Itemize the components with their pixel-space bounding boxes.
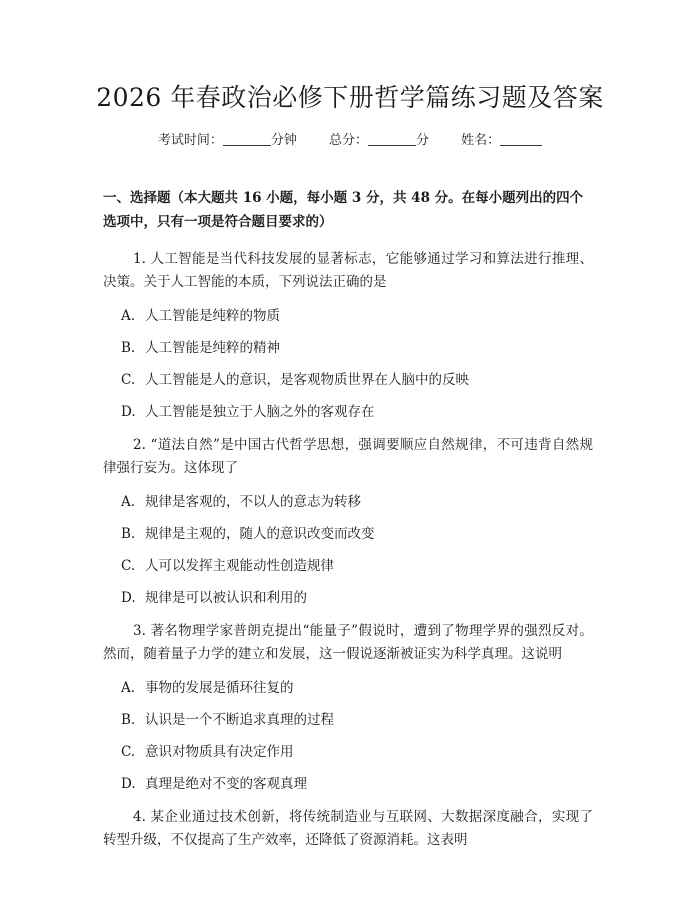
option-text: 人工智能是纯粹的物质 <box>145 308 280 324</box>
total-score-blank <box>368 131 416 146</box>
student-name-field <box>461 130 542 152</box>
option-d <box>121 588 593 608</box>
page-title: 2026 年春政治必修下册哲学篇练习题及答案 <box>96 83 604 112</box>
option-b <box>121 710 593 730</box>
option-text: 意识对物质具有决定作用 <box>145 744 294 760</box>
option-letter: B. <box>121 340 136 356</box>
option-b <box>121 338 593 358</box>
question-content <box>103 186 593 864</box>
option-letter: D. <box>121 776 136 792</box>
option-text: 真理是绝对不变的客观真理 <box>145 776 307 792</box>
question-4 <box>103 806 593 852</box>
option-letter: A. <box>121 494 136 510</box>
option-text: 人工智能是人的意识，是客观物质世界在人脑中的反映 <box>145 372 469 388</box>
option-text: 规律是主观的，随人的意识改变而改变 <box>145 526 375 542</box>
option-text: 人可以发挥主观能动性创造规律 <box>145 558 334 574</box>
option-text: 规律是客观的，不以人的意志为转移 <box>145 494 361 510</box>
question-stem: 3. 著名物理学家普朗克提出“能量子”假说时，遭到了物理学界的强烈反对。然而，随着量子力学的建立和发展，这一假说逐渐被证实为科学真理。这说明 <box>103 623 593 662</box>
total-score-unit: 分 <box>416 133 430 148</box>
student-name-blank <box>500 131 542 146</box>
option-letter: A. <box>121 680 136 696</box>
option-letter: D. <box>121 404 136 420</box>
option-letter: C. <box>121 558 136 574</box>
question-stem: 1. 人工智能是当代科技发展的显著标志，它能够通过学习和算法进行推理、决策。关于人工智能的本质，下列说法正确的是 <box>103 251 593 290</box>
exam-time-field <box>158 130 297 152</box>
exam-time-blank <box>223 131 271 146</box>
question-2 <box>103 434 593 608</box>
option-c <box>121 556 593 576</box>
option-c <box>121 370 593 390</box>
option-letter: C. <box>121 372 136 388</box>
option-text: 规律是可以被认识和利用的 <box>145 590 307 606</box>
option-text: 认识是一个不断追求真理的过程 <box>145 712 334 728</box>
question-1 <box>103 248 593 422</box>
option-text: 事物的发展是循环往复的 <box>145 680 294 696</box>
option-text: 人工智能是纯粹的精神 <box>145 340 280 356</box>
section-heading: 一、选择题（本大题共 16 小题，每小题 3 分，共 48 分。在每小题列出的四个选项中，只有一项是符合题目要求的） <box>103 190 584 230</box>
option-letter: D. <box>121 590 136 606</box>
option-letter: B. <box>121 712 136 728</box>
exam-time-label: 考试时间： <box>157 133 223 148</box>
option-b <box>121 524 593 544</box>
question-stem: 2. “道法自然”是中国古代哲学思想，强调要顺应自然规律，不可违背自然规律强行妄为。这体现了 <box>103 437 593 476</box>
option-d <box>121 402 593 422</box>
question-stem: 4. 某企业通过技术创新，将传统制造业与互联网、大数据深度融合，实现了转型升级，不仅提高了生产效率，还降低了资源消耗。这表明 <box>103 809 593 848</box>
option-a <box>121 678 593 698</box>
option-d <box>121 774 593 794</box>
student-name-label: 姓名： <box>461 133 501 148</box>
question-3 <box>103 620 593 794</box>
option-letter: B. <box>121 526 136 542</box>
option-letter: A. <box>121 308 136 324</box>
exam-time-unit: 分钟 <box>270 133 297 148</box>
option-letter: C. <box>121 744 136 760</box>
option-c <box>121 742 593 762</box>
option-text: 人工智能是独立于人脑之外的客观存在 <box>145 404 375 420</box>
exam-info-bar <box>0 130 700 152</box>
total-score-field <box>329 130 429 152</box>
option-a <box>121 492 593 512</box>
total-score-label: 总分： <box>328 133 368 148</box>
option-a <box>121 306 593 326</box>
